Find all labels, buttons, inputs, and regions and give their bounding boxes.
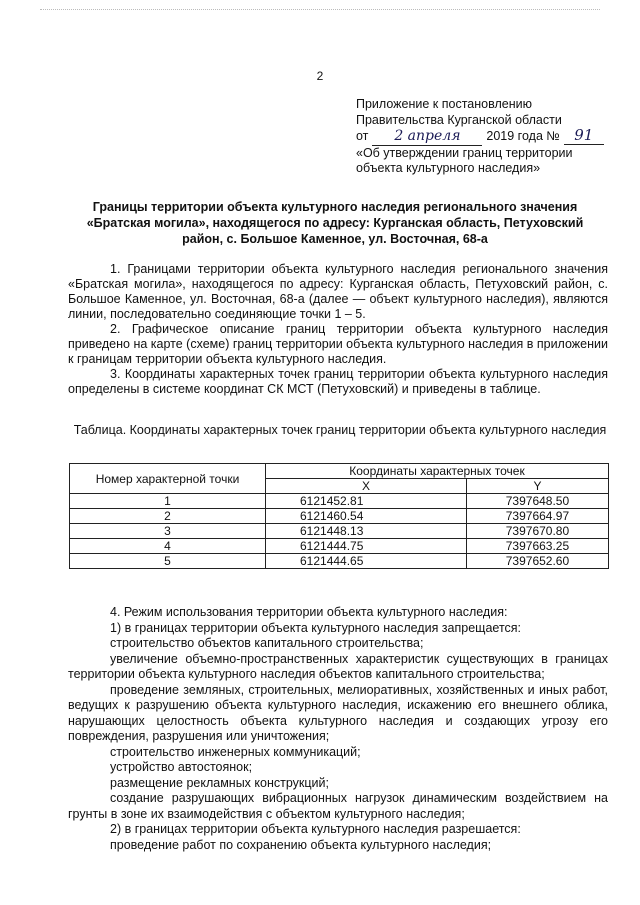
coordinates-table — [69, 463, 609, 569]
regime-item: 2) в границах территории объекта культурного наследия разрешается: — [110, 822, 521, 836]
paragraph-1: 1. Границами территории объекта культурного наследия регионального значения «Братская могила», находящегося по адресу: Курганская область, Петуховский район, с. Большое Каменное, ул. Восточная, 68-а (далее — объект культурного наследия), являются линии, последовательно соединяющие точки 1 – 5. — [68, 262, 608, 321]
appendix-line-4: «Об утверждении границ территории — [356, 145, 573, 160]
table-caption: Таблица. Координаты характерных точек границ территории объекта культурного наследия — [73, 423, 607, 437]
table-row — [70, 494, 609, 509]
point-number: 2 — [70, 509, 266, 524]
year-text: 2019 года № — [486, 129, 560, 143]
appendix-header — [356, 97, 616, 177]
appendix-line-1: Приложение к постановлению — [356, 97, 532, 111]
regime-item: проведение работ по сохранению объекта культурного наследия; — [110, 837, 492, 852]
header-x: X — [266, 479, 467, 494]
regime-item: строительство объектов капитального строительства; — [110, 636, 424, 650]
regime-item: размещение рекламных конструкций; — [110, 775, 329, 790]
scan-artifact-line — [40, 9, 600, 13]
body-text — [68, 262, 608, 397]
table-row — [70, 554, 609, 569]
coord-y: 7397648.50 — [466, 494, 608, 509]
table-row — [70, 524, 609, 539]
regime-item: увеличение объемно-пространственных характеристик существующих в границах территории объекта культурного наследия объектов капитального строительства; — [68, 651, 608, 681]
point-number: 3 — [70, 524, 266, 539]
regime-item: 1) в границах территории объекта культурного наследия запрещается: — [110, 620, 522, 635]
regime-item: проведение земляных, строительных, мелиоративных, хозяйственных и иных работ, ведущих к разрушению объекта культурного наследия, искажению его внешнего облика, нарушающих целостность объекта культурного наследия и создающих угрозу его повреждения, разрушения или уничтожения; — [68, 682, 608, 743]
regime-item: создание разрушающих вибрационных нагрузок динамическим воздействием на грунты в зоне их взаимодействия с объектом культурного наследия; — [68, 791, 608, 821]
regime-item: 4. Режим использования территории объекта культурного наследия: — [110, 605, 508, 619]
regime-item: устройство автостоянок; — [110, 760, 253, 774]
coord-x: 6121444.75 — [266, 539, 467, 554]
coord-x: 6121444.65 — [266, 554, 467, 569]
document-title: Границы территории объекта культурного наследия регионального значения «Братская могила», находящегося по адресу: Курганская область, Петуховский район, с. Большое Каменное, ул. Восточная, 68-а — [86, 200, 584, 246]
table-row — [70, 509, 609, 524]
coord-y: 7397664.97 — [466, 509, 608, 524]
handwritten-date: 2 апреля — [372, 129, 482, 146]
point-number: 4 — [70, 539, 266, 554]
paragraph-3: 3. Координаты характерных точек границ территории объекта культурного наследия определены в системе координат СК МСТ (Петуховский) и приведены в таблице. — [68, 367, 608, 396]
regime-section — [68, 605, 608, 853]
coord-x: 6121452.81 — [266, 494, 467, 509]
table-row — [70, 539, 609, 554]
coord-y: 7397663.25 — [466, 539, 608, 554]
regime-item: строительство инженерных коммуникаций; — [110, 744, 361, 759]
header-point-number: Номер характерной точки — [70, 464, 266, 494]
handwritten-number: 91 — [564, 128, 604, 145]
point-number: 5 — [70, 554, 266, 569]
coord-y: 7397670.80 — [466, 524, 608, 539]
appendix-line-5: объекта культурного наследия» — [356, 161, 541, 175]
header-y: Y — [466, 479, 608, 494]
appendix-date-line — [356, 128, 616, 146]
point-number: 1 — [70, 494, 266, 509]
header-coordinates: Координаты характерных точек — [266, 464, 609, 479]
paragraph-2: 2. Графическое описание границ территории объекта культурного наследия приведено на карте (схеме) границ территории объекта культурного наследия в приложении к границам территории объекта культурного наследия. — [68, 322, 608, 366]
coord-x: 6121448.13 — [266, 524, 467, 539]
page-number: 2 — [316, 69, 324, 83]
coord-y: 7397652.60 — [466, 554, 608, 569]
from-label: от — [356, 129, 369, 143]
appendix-line-2: Правительства Курганской области — [356, 112, 562, 127]
coord-x: 6121460.54 — [266, 509, 467, 524]
